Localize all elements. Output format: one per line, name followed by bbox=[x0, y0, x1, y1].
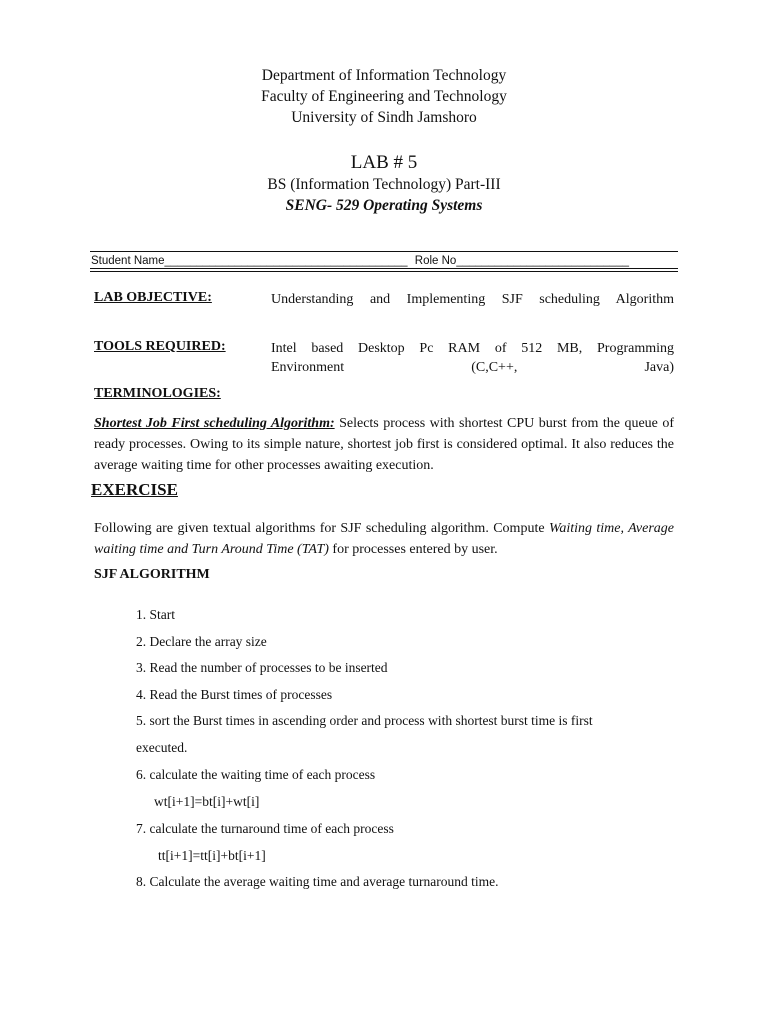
faculty-name: Faculty of Engineering and Technology bbox=[261, 88, 507, 105]
term-definition: Selects process with shortest CPU burst from the queue of ready processes. Owing to its simple nature, shortest job first is considered optimal. It also reduces the average waiting time for other processes awaiting execution. bbox=[94, 416, 674, 473]
student-name-field: Student Name______________________________________ bbox=[91, 255, 408, 267]
bottom-rule-1 bbox=[90, 268, 678, 269]
lab-title: LAB # 5 bbox=[350, 152, 418, 173]
university-name: University of Sindh Jamshoro bbox=[291, 109, 477, 126]
algorithm-step-6: 6. calculate the waiting time of each process bbox=[136, 767, 376, 782]
waiting-time-formula: wt[i+1]=bt[i]+wt[i] bbox=[154, 794, 260, 809]
bottom-rule-2 bbox=[90, 271, 678, 272]
algorithm-step-3: 3. Read the number of processes to be inserted bbox=[136, 660, 388, 675]
objective-value: Understanding and Implementing SJF scheduling Algorithm bbox=[271, 292, 674, 307]
tools-value bbox=[271, 339, 674, 377]
algorithm-step-8: 8. Calculate the average waiting time and average turnaround time. bbox=[136, 874, 499, 889]
algorithm-heading: SJF ALGORITHM bbox=[94, 567, 210, 582]
algorithm-step-2: 2. Declare the array size bbox=[136, 634, 267, 649]
algorithm-step-5-continued: executed. bbox=[136, 740, 188, 755]
algorithm-step-4: 4. Read the Burst times of processes bbox=[136, 687, 333, 702]
student-info-row bbox=[91, 255, 679, 267]
algorithm-step-5: 5. sort the Burst times in ascending order and process with shortest burst time is first bbox=[136, 713, 593, 728]
exercise-heading: EXERCISE bbox=[91, 480, 178, 499]
exercise-paragraph bbox=[94, 518, 674, 560]
term-name: Shortest Job First scheduling Algorithm: bbox=[94, 416, 335, 431]
algorithm-step-7: 7. calculate the turnaround time of each process bbox=[136, 821, 394, 836]
tools-label: TOOLS REQUIRED: bbox=[94, 339, 226, 354]
tools-line-1: Intel based Desktop Pc RAM of 512 MB, Programming bbox=[271, 341, 674, 356]
program-name: BS (Information Technology) Part-III bbox=[267, 176, 501, 193]
role-number-field: Role No___________________________ bbox=[414, 255, 629, 267]
header-block bbox=[0, 65, 768, 128]
terminologies-heading: TERMINOLOGIES: bbox=[94, 386, 221, 401]
top-rule bbox=[90, 251, 678, 252]
algorithm-step-1: 1. Start bbox=[136, 607, 175, 622]
department-name: Department of Information Technology bbox=[261, 67, 507, 84]
objective-label: LAB OBJECTIVE: bbox=[94, 290, 212, 305]
turnaround-time-formula: tt[i+1]=tt[i]+bt[i+1] bbox=[158, 848, 266, 863]
exercise-text-a: Following are given textual algorithms for SJF scheduling algorithm. Compute bbox=[94, 521, 549, 536]
tools-line-2: Environment (C,C++, Java) bbox=[271, 360, 674, 375]
terminologies-paragraph bbox=[94, 413, 674, 476]
course-name: SENG- 529 Operating Systems bbox=[285, 197, 483, 214]
exercise-text-italic: Waiting time, Average waiting time and Turn Around Time (TAT) bbox=[94, 521, 674, 557]
exercise-text-b: for processes entered by user. bbox=[328, 542, 498, 557]
